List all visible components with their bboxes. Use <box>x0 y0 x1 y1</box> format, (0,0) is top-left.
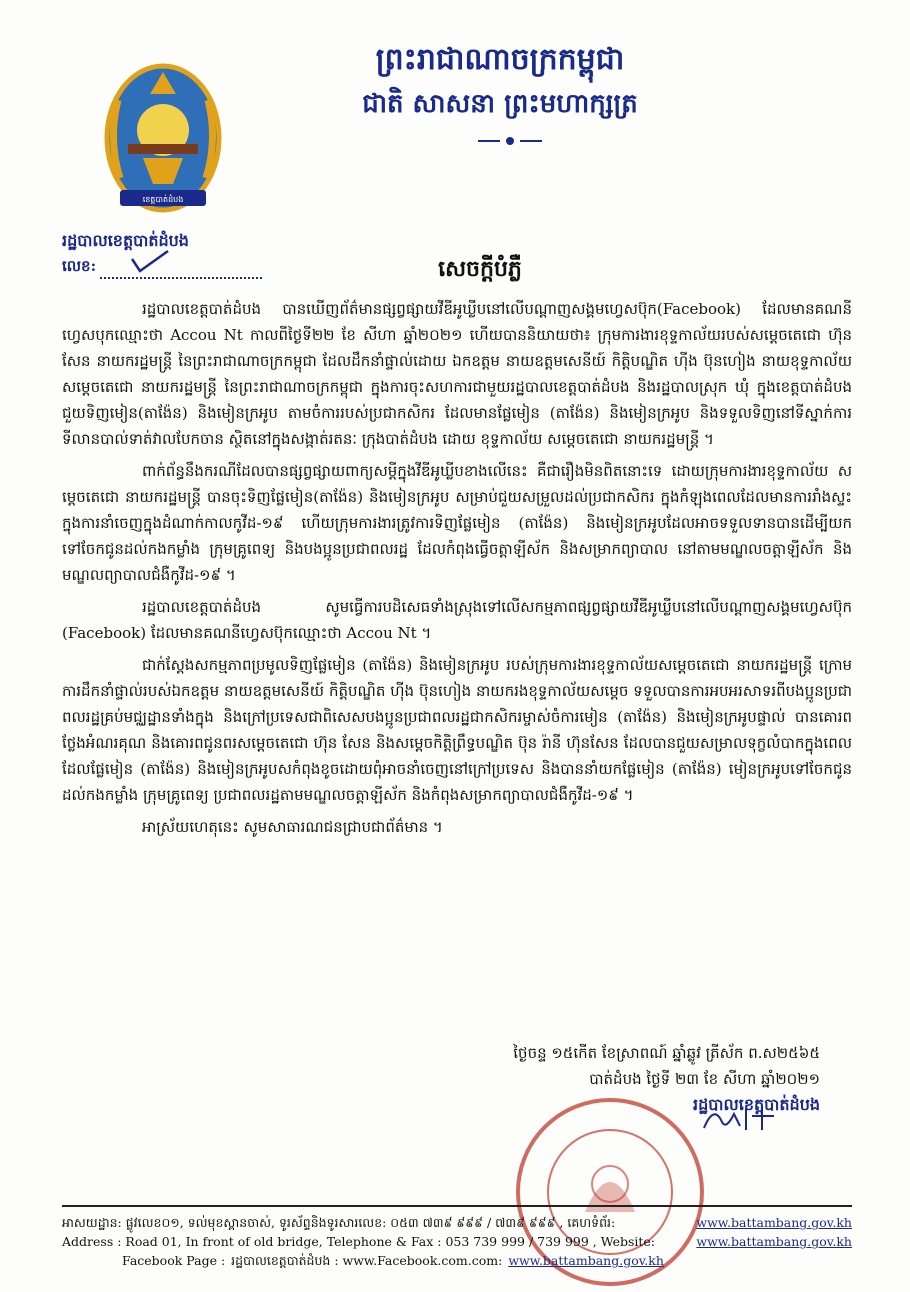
number-dotted-line <box>100 263 262 279</box>
address-en-label: Address <box>62 1234 114 1249</box>
kingdom-title: ព្រះរាជាណាចក្រកម្ពុជា <box>375 42 625 77</box>
address-km-label: អាសយដ្ឋាន: <box>62 1215 122 1230</box>
website-link-en[interactable]: www.battambang.gov.kh <box>696 1234 852 1249</box>
paragraph: រដ្ឋបាលខេត្តបាត់ដំបង សូមធ្វើការបដិសេធទាំងស្រុងទៅលើសកម្មភាពផ្សព្វផ្សាយវីឌីអូឃ្លីបនៅលើបណ្តាញសង្គមហ្វេសប៊ុក (Facebook) ដែលមានគណនីហ្វេសប៊ុកឈ្មោះថា Accou Nt ។ <box>62 598 852 642</box>
checkmark-icon <box>130 249 170 275</box>
solar-date: បាត់ដំបង ថ្ងៃទី ២៣ ខែ សីហា ឆ្នាំ២០២១ <box>589 1070 820 1088</box>
footer-address-en <box>62 1232 852 1251</box>
paragraph: អាស្រ័យហេតុនេះ សូមសាធារណជនជ្រាបជាព័ត៌មាន ។ <box>142 818 443 836</box>
national-motto: ជាតិ សាសនា ព្រះមហាក្សត្រ <box>362 89 638 119</box>
lunar-date: ថ្ងៃចន្ទ ១៥កើត ខែស្រាពណ៍ ឆ្នាំឆ្លូវ ត្រីស័ក ព.ស២៥៦៥ <box>513 1044 820 1062</box>
paragraph: ជាក់ស្តែងសកម្មភាពប្រមូលទិញផ្លែមៀន (តាង៉ែន) និងមៀនក្រអូប របស់ក្រុមការងារខុទ្ទកាល័យសម្តេចតេជោ នាយករដ្ឋមន្ត្រី ក្រោមការដឹកនាំផ្ទាល់របស់ឯកឧត្តម នាយឧត្តមសេនីយ៍ កិត្តិបណ្ឌិត ហ៊ីង ប៊ុនហៀង នាយករងខុទ្ទកាល័យសម្តេច ទទួលបានការអបអរសាទរពីបងប្អូនប្រជាពលរដ្ឋគ្រប់មជ្ឈដ្ឋានទាំងក្នុង និងក្រៅប្រទេសជាពិសេសបងប្អូនប្រជាពលរដ្ឋជាកសិករម្ចាស់ចំការមៀន (តាង៉ែន) និងមៀនក្រអូបផ្ទាល់ បានគោរពថ្លែងអំណរគុណ និងគោរពជូនពរសម្តេចតេជោ ហ៊ុន សែន និងសម្តេចកិត្តិព្រឹទ្ធបណ្ឌិត ប៊ុន រ៉ានី ហ៊ុនសែន ដែលបានជួយសម្រាលទុក្ខលំបាកក្នុងពេលដែលផ្លែមៀន (តាង៉ែន) និងមៀនក្រអូបសកំពុងខូចដោយពុំអាចនាំចេញនៅក្រៅប្រទេស និងបាននាំយកផ្លែមៀន (តាង៉ែន) មៀនក្រអូបទៅចែកជូនដល់កងកម្លាំង ក្រុមគ្រូពេទ្យ ប្រជាពលរដ្ឋតាមមណ្ឌលចត្តាឡីស័ក និងកំពុងសម្រាកព្យាបាលជំងឺកូវីដ-១៩ ។ <box>62 656 852 804</box>
header-ornament <box>465 130 555 152</box>
reference-number <box>62 257 262 279</box>
handwritten-signature <box>700 1100 780 1136</box>
address-en: : Road 01, In front of old bridge, Telephone & Fax : 053 739 999 / 739 999 , Website: <box>117 1234 656 1249</box>
footer-address-km <box>62 1213 852 1232</box>
website-link-km[interactable]: www.battambang.gov.kh <box>696 1215 852 1230</box>
signatory: រដ្ឋបាលខេត្តបាត់ដំបង <box>693 1095 820 1114</box>
sender-authority: រដ្ឋបាលខេត្តបាត់ដំបង <box>62 231 189 250</box>
kingdom-header <box>320 40 680 124</box>
facebook-website-link[interactable]: www.battambang.gov.kh <box>508 1253 664 1268</box>
paragraph: រដ្ឋបាលខេត្តបាត់ដំបង បានឃើញព័ត៌មានផ្សព្វផ្សាយវីឌីអូឃ្លីបនៅលើបណ្តាញសង្គមហ្វេសប៊ុក(Facebook) ដែលមានគណនីហ្វេសបុកឈ្មោះថា Accou Nt កាលពីថ្ងៃទី២២ ខែ សីហា ឆ្នាំ២០២១ ហើយបាននិយាយថា៖ ក្រុមការងារខុទ្ទកាល័យរបស់សម្តេចតេជោ ហ៊ុន សែន នាយករដ្ឋមន្ត្រី នៃព្រះរាជាណាចក្រកម្ពុជា ដែលដឹកនាំផ្ទាល់ដោយ ឯកឧត្តម នាយឧត្តមសេនីយ៍ កិត្តិបណ្ឌិត ហ៊ីង ប៊ុនហៀង នាយខុទ្ទកាល័យ សម្តេចតេជោ នាយករដ្ឋមន្ត្រី នៃព្រះរាជាណាចក្រកម្ពុជា ក្នុងការចុះសហការជាមួយរដ្ឋបាលខេត្តបាត់ដំបង និងរដ្ឋបាលស្រុក ឃុំ ក្នុងខេត្តបាត់ដំបង ជួយទិញមៀន(តាង៉ែន) និងមៀនក្រអូប តាមចំការរបស់ប្រជាកសិករ ដែលមានផ្លែមៀន (តាង៉ែន) និងមៀនក្រអូប និងទទួលទិញនៅទីស្នាក់ការទីលានបាល់ទាត់វាលបែកចាន ស្ថិតនៅក្នុងសង្កាត់រតនៈ ក្រុងបាត់ដំបង ដោយ ខុទ្ទកាល័យ សម្តេចតេជោ នាយករដ្ឋមន្ត្រី ។ <box>62 300 852 448</box>
paragraph: ពាក់ព័ន្ធនឹងករណីដែលបានផ្សព្វផ្សាយពាក្យសម្តីក្នុងវីឌីអូឃ្លីបខាងលើនេះ គឺជារឿងមិនពិតនោះទេ ដោយក្រុមការងារខុទ្ទកាល័យ សម្តេចតេជោ នាយករដ្ឋមន្ត្រី បានចុះទិញផ្លែមៀន(តាង៉ែន) និងមៀនក្រអូប សម្រាប់ជួយសម្រួលដល់ប្រជាកសិករ ក្នុងកំឡុងពេលដែលមានការរាំងស្ទះក្នុងការនាំចេញក្នុងដំណាក់កាលកូវីដ-១៩ ហើយក្រុមការងារត្រូវការទិញផ្លែមៀន (តាង៉ែន) និងមៀនក្រអូបដែលអាចទទួលទានបានដើម្បីយកទៅចែកជូនដល់កងកម្លាំង ក្រុមគ្រូពេទ្យ និងបងប្អូនប្រជាពលរដ្ឋ ដែលកំពុងធ្វើចត្តាឡីស័ក និងសម្រាកព្យាបាល នៅតាមមណ្ឌលចត្តាឡីស័ក និងមណ្ឌលព្យាបាលជំងឺកូវីដ-១៩ ។ <box>62 462 852 584</box>
facebook-name: រដ្ឋបាលខេត្តបាត់ដំបង : www.Facebook.com.com: <box>231 1253 503 1268</box>
footer <box>62 1205 852 1270</box>
emblem-caption: ខេត្តបាត់ដំបង <box>142 195 184 204</box>
body-text <box>62 296 852 846</box>
footer-facebook <box>62 1251 852 1270</box>
address-km: ផ្លូវលេខ០១, ទល់មុខស្ពានចាស់, ទូរស័ព្ទនិងទូរសារលេខ: ០៥៣ ៧៣៩ ៩៩៩ / ៧៣៩ ៩៩៩ , គេហទំព័រ: <box>125 1215 616 1230</box>
province-emblem-logo <box>98 60 228 230</box>
number-label: លេខ: <box>62 257 97 275</box>
facebook-label: Facebook Page : <box>122 1253 226 1268</box>
document-title: សេចក្តីបំភ្លឺ <box>438 256 522 282</box>
